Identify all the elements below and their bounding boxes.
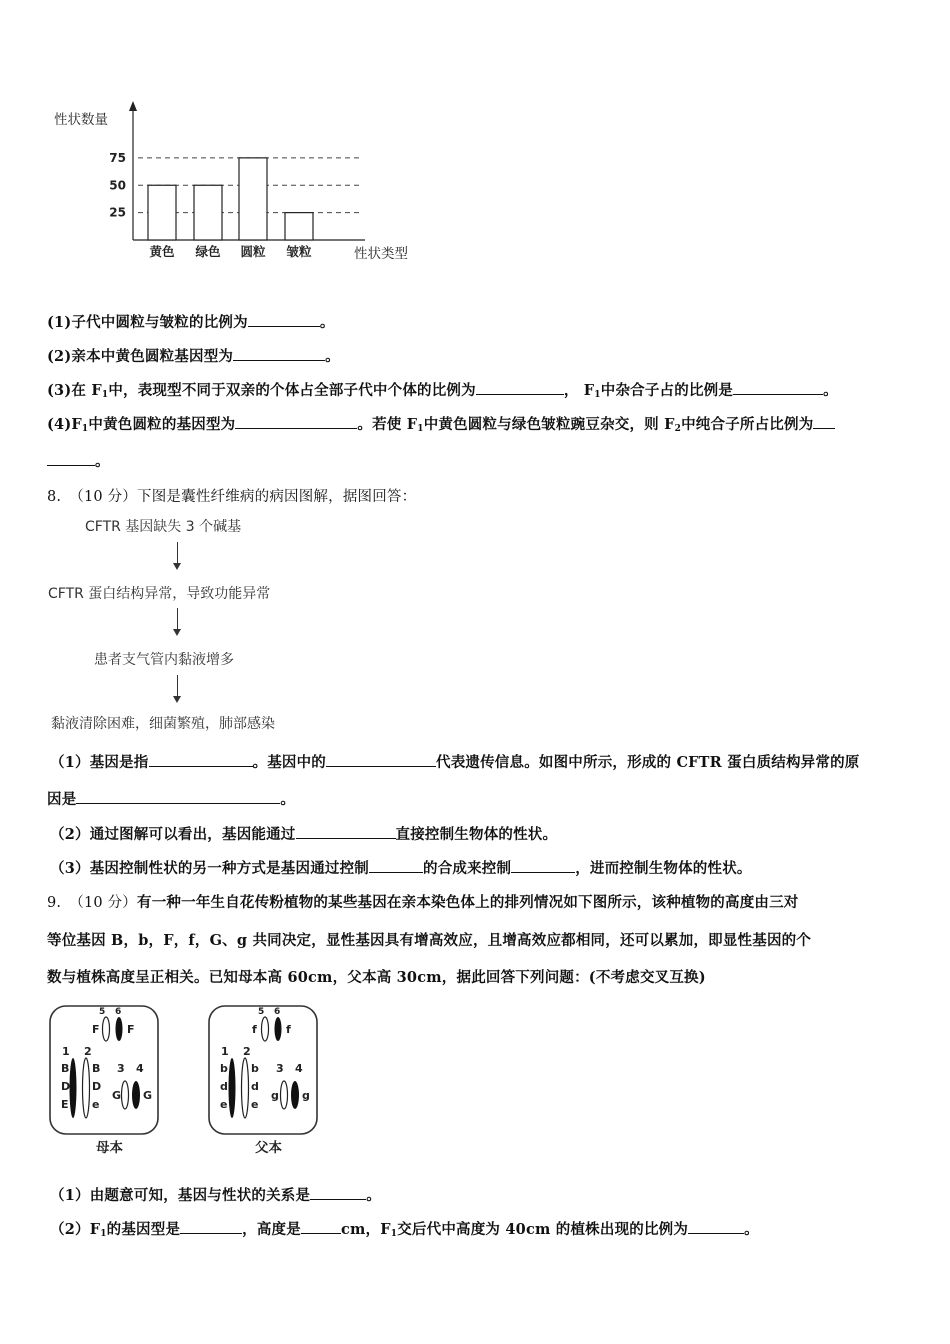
flow-arrow [177,608,178,634]
chrom-number: 4 [136,1062,144,1075]
chromosome [122,1081,129,1109]
chromosome-diagram [44,1000,344,1162]
flow-step-1: CFTR 基因缺失 3 个碱基 [85,519,242,535]
q9-stem-text-2: 等位基因 B，b，F，f，G、g 共同决定，显性基因具有增高效应，且增高效应都相同，还可以累加，即显性基因的个 [47,932,812,949]
gene-label: B [61,1062,70,1075]
x-axis-label: 性状类型 [354,246,408,262]
chromosome [103,1017,110,1041]
chromosome [262,1017,269,1041]
q9-sub2-text-b: 的基因型是 [106,1221,181,1238]
q7-sub3-text-a: (3)在 F [47,382,102,399]
flow-step-2: CFTR 蛋白结构异常，导致功能异常 [48,586,271,602]
q9-stem-text-3: 数与植株高度呈正相关。已知母本高 60cm，父本高 30cm，据此回答下列问题：(不考虑交叉互换) [47,969,706,986]
answer-blank[interactable] [47,451,95,466]
answer-blank[interactable] [233,346,325,361]
q8-sub1-text-c: 代表遗传信息。如图中所示，形成的 CFTR 蛋白质结构异常的原 [436,754,860,771]
q8-sub3-text-b: 的合成来控制 [423,860,512,877]
y-tick-label: 50 [109,178,126,193]
chrom-number: 5 [99,1007,106,1017]
q9-sub2-text-c: ，高度是 [242,1221,301,1238]
chromosome [242,1058,249,1118]
chrom-number: 3 [276,1062,284,1075]
trait-bar-chart [40,95,440,270]
answer-blank[interactable] [369,858,423,873]
q8-stem [47,485,416,506]
chromosome [291,1081,299,1109]
q9-sub2-end: 。 [744,1221,759,1238]
chromosome [132,1081,140,1109]
q8-sub1-cont [47,788,295,809]
question-score: （10 分） [69,895,138,911]
bar-圆粒 [239,158,267,240]
q8-stem-text: 下图是囊性纤维病的病因图解，据图回答： [137,489,417,505]
gene-label: D [61,1080,71,1093]
x-tick-label: 绿色 [195,244,221,259]
gene-label: d [220,1080,228,1093]
gene-label: e [220,1098,228,1111]
chromosome [275,1017,282,1041]
q8-sub2-text-b: 直接控制生物体的性状。 [395,826,558,843]
bar-皱粒 [285,213,313,240]
q7-sub1 [47,311,335,332]
answer-blank[interactable] [511,858,575,873]
answer-blank[interactable] [235,414,357,429]
bar-黄色 [148,185,176,240]
q9-sub2-text-a: （2）F [50,1221,101,1238]
subscript: 1 [417,424,424,434]
chromosome [116,1017,123,1041]
answer-blank[interactable] [149,752,253,767]
chrom-number: 6 [115,1007,122,1017]
q7-sub4-text-e: 中纯合子所占比例为 [681,416,814,433]
answer-blank[interactable] [76,789,280,804]
gene-label: g [302,1089,310,1102]
chrom-number: 2 [243,1045,251,1058]
gene-label: E [61,1098,69,1111]
gene-label: G [112,1089,122,1102]
x-tick-label: 黄色 [149,244,175,259]
gene-label: G [143,1089,153,1102]
gene-label: f [286,1023,291,1036]
q7-sub3-text-c: ， F [563,382,595,399]
bar-绿色 [194,185,222,240]
q8-sub2-text-a: （2）通过图解可以看出，基因能通过 [50,826,296,843]
q7-sub4-text-a: (4)F [47,416,82,433]
gene-label: e [92,1098,100,1111]
flow-arrow [177,675,178,701]
q9-stem-line3 [47,966,706,987]
x-tick-label: 圆粒 [240,244,266,259]
chrom-number: 6 [274,1007,281,1017]
q8-sub3 [50,857,752,878]
gene-label: b [251,1062,259,1075]
y-axis-label: 性状数量 [54,112,108,128]
q7-sub4 [47,413,835,434]
gene-label: g [271,1089,279,1102]
q9-sub2-text-d: cm，F [340,1221,391,1238]
question-score: （10 分） [69,489,138,505]
flow-arrow [177,542,178,568]
answer-blank[interactable] [326,752,436,767]
q7-sub3-text-b: 中，表现型不同于双亲的个体占全部子代中个体的比例为 [108,382,476,399]
flow-step-4: 黏液清除困难，细菌繁殖，肺部感染 [51,716,275,732]
cell-label: 父本 [255,1140,282,1156]
q7-sub3-text-d: 中杂合子占的比例是 [600,382,734,399]
q7-sub2 [47,345,340,366]
chrom-number: 2 [84,1045,92,1058]
cftr-flow-diagram [47,515,377,735]
chrom-number: 4 [295,1062,303,1075]
q7-sub2-end: 。 [325,348,340,365]
q7-sub4-text-b: 中黄色圆粒的基因型为 [88,416,236,433]
q8-sub1-text-a: （1）基因是指 [50,754,149,771]
answer-blank[interactable] [248,312,320,327]
answer-blank[interactable] [301,1219,341,1234]
q7-sub3-end: 。 [823,382,838,399]
chromosome [83,1058,90,1118]
chromosome [229,1058,236,1118]
y-tick-label: 25 [109,205,126,220]
q8-sub1-text-b: 。基因中的 [252,754,326,771]
y-tick-label: 75 [109,150,126,165]
subscript: 2 [674,424,682,434]
q8-sub3-text-a: （3）基因控制性状的另一种方式是基因通过控制 [50,860,369,877]
chromosome [281,1081,288,1109]
flow-step-3: 患者支气管内黏液增多 [94,652,234,668]
cell-label: 母本 [96,1140,123,1156]
answer-blank[interactable] [813,414,835,429]
gene-label: B [92,1062,101,1075]
chrom-number: 3 [117,1062,125,1075]
gene-label: F [127,1023,135,1036]
q7-sub4-text-c: 。若使 F [357,416,418,433]
q9-sub2-text-e: 交后代中高度为 40cm 的植株出现的比例为 [397,1221,689,1238]
q7-sub4-end: 。 [95,453,110,470]
q8-sub3-text-c: ，进而控制生物体的性状。 [575,860,752,877]
gene-label: d [251,1080,259,1093]
q8-sub2 [50,823,557,844]
q7-sub4-text-d: 中黄色圆粒与绿色皱粒豌豆杂交，则 F [423,416,675,433]
answer-blank[interactable] [733,380,823,395]
chrom-number: 5 [258,1007,265,1017]
subscript: 1 [100,1229,107,1239]
chrom-number: 1 [221,1045,229,1058]
gene-label: f [252,1023,257,1036]
q7-sub3 [47,379,838,400]
q8-sub1 [50,751,859,772]
q7-sub1-text: (1)子代中圆粒与皱粒的比例为 [47,314,248,331]
subscript: 1 [390,1229,398,1239]
gene-label: F [92,1023,100,1036]
chromosome [70,1058,77,1118]
y-axis-arrow [129,101,137,111]
gene-label: D [92,1080,102,1093]
gene-label: e [251,1098,259,1111]
x-tick-label: 皱粒 [286,244,312,259]
subscript: 1 [101,390,109,400]
q7-sub2-text: (2)亲本中黄色圆粒基因型为 [47,348,234,365]
q8-sub1-end: 。 [280,791,296,808]
q9-sub1 [50,1184,381,1205]
gene-label: b [220,1062,228,1075]
q7-sub4-cont [47,450,110,471]
answer-blank[interactable] [180,1219,242,1234]
q9-sub1-end: 。 [366,1187,381,1204]
chrom-number: 1 [62,1045,70,1058]
question-number: 9. [47,895,62,911]
q9-stem-line1 [47,891,799,912]
q9-stem-line2 [47,929,811,950]
answer-blank[interactable] [688,1219,744,1234]
answer-blank[interactable] [476,380,564,395]
answer-blank[interactable] [310,1185,366,1200]
q7-sub1-end: 。 [319,314,335,331]
subscript: 1 [594,390,601,400]
father-cell [209,1006,317,1156]
q8-sub1-text-d: 因是 [47,791,77,808]
q9-sub2 [50,1218,759,1239]
mother-cell [50,1006,158,1156]
q9-stem-text-1: 有一种一年生自花传粉植物的某些基因在亲本染色体上的排列情况如下图所示，该种植物的高度由三对 [137,894,799,911]
question-number: 8. [47,489,62,505]
subscript: 1 [81,424,89,434]
q9-sub1-text: （1）由题意可知，基因与性状的关系是 [50,1187,311,1204]
answer-blank[interactable] [296,824,396,839]
